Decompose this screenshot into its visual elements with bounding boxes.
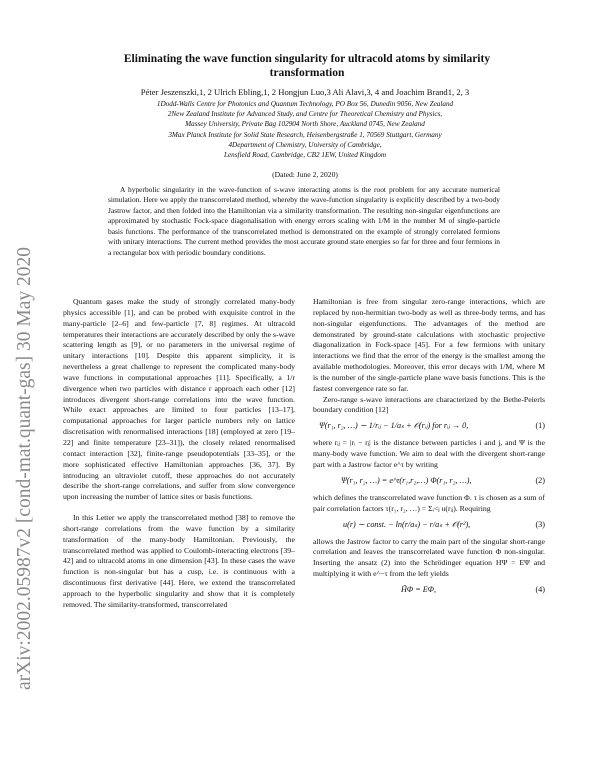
equation-number: (2) bbox=[535, 475, 545, 485]
paragraph: allows the Jastrow factor to carry the main part of the singular short-range correlation and leaves the transcorrelated wave function Φ non-singular. Inserting the ansatz (2) into the Schrödinger equation HΨ = EΨ and multiplying it with e^−τ from the left yields bbox=[313, 536, 545, 579]
equation-number: (3) bbox=[535, 519, 545, 529]
affiliation-line: 3Max Planck Institute for Solid State Research, Heisenbergstraße 1, 70569 Stuttgart, Germany bbox=[168, 130, 442, 139]
arxiv-stamp-svg bbox=[10, 150, 36, 690]
affiliation-line: Massey University, Private Bag 102904 North Shore, Auckland 0745, New Zealand bbox=[185, 120, 425, 129]
paragraph: Zero-range s-wave interactions are characterized by the Bethe-Peierls boundary condition [12] bbox=[313, 394, 545, 415]
abstract: A hyperbolic singularity in the wave-function of s-wave interacting atoms is the root problem for any accurate numerical simulation. Here we apply the transcorrelated method, whereby the wave-function singularity is explicitly described by a two-body Jastrow factor, and then folded into the Hamiltonian via a similarity transformation. The resulting non-singular eigenfunctions are approximated by stochastic Fock-space diagonalisation with energy errors scaling with 1/M in the number M of single-particle basis functions. The performance of the transcorrelated method is demonstrated on the example of strongly correlated fermions with unitary interactions. The current method provides the most accurate ground state energies so far for three and four fermions in a rectangular box with periodic boundary conditions. bbox=[108, 185, 500, 257]
equation-3 bbox=[313, 515, 545, 537]
affiliation-line: 2New Zealand Institute for Advanced Study, and Centre for Theoretical Chemistry and Physics, bbox=[167, 110, 443, 119]
equation-body: Ψ(r₁, r₂, …) ∼ 1/rᵢⱼ − 1/aₛ + 𝒪(rᵢⱼ) for rᵢⱼ → 0, bbox=[319, 421, 469, 431]
equation-body: u(r) ∼ const. − ln(r/aₛ) − r/aₛ + 𝒪(r²), bbox=[343, 519, 471, 529]
equation-4 bbox=[313, 580, 545, 602]
affiliation-line: 1Dodd-Walls Centre for Photonics and Quantum Technology, PO Box 56, Dunedin 9056, New Zealand bbox=[156, 100, 454, 108]
paragraph: Quantum gases make the study of strongly correlated many-body physics accessible [1], and can be probed with exquisite control in the many-particle [2–6] and few-particle [7, 8] regimes. At ultracold temperatures their interactions are accurately described by only the s-wave scattering length as [9], or no parameters in the universal regime of unitary interactions [10]. Despite this apparent simplicity, it is nevertheless a great challenge to represent the complicated many-body wave functions in computational approaches [11]. Specifically, a 1/r divergence when two particles with distance r approach each other [12] introduces divergent short-range correlations into the wave function. While exact approaches are limited to four particles [13–17], computational approaches for larger particle numbers rely on lattice discretisation with renormalised interactions [18] (employed at zero [19–22] and finite temperature [23–31]), the closely related renormalised contact interaction [32], finite-range pseudopotentials [33–35], or the more sophisticated effective Hamiltonian approaches [36, 37]. By introducing an ultraviolet cutoff, these approaches do not accurately describe the short-range correlations, and suffer from slow convergence upon increasing the number of lattice sites or basis functions. bbox=[63, 297, 295, 502]
equation-1 bbox=[313, 416, 545, 438]
affiliation-line: Lensfield Road, Cambridge, CB2 1EW, United Kingdom bbox=[223, 151, 387, 160]
right-column bbox=[313, 297, 545, 602]
arxiv-id: arXiv:2002.05987v2 [cond-mat.quant-gas] 30 May 2020 bbox=[14, 247, 35, 690]
equation-number: (1) bbox=[535, 421, 545, 431]
dated-line: (Dated: June 2, 2020) bbox=[272, 170, 338, 179]
paragraph: which defines the transcorrelated wave function Φ. τ is chosen as a sum of pair correlation factors τ(r₁, r₂, …) = Σᵢ<ⱼ u(rᵢⱼ). Requiring bbox=[313, 492, 545, 513]
author-list: Péter Jeszenszki,1, 2 Ulrich Ebling,1, 2 Hongjun Luo,3 Ali Alavi,3, 4 and Joachim Brand1, 2, 3 bbox=[140, 87, 470, 97]
equation-body: Ψ(r₁, r₂, …) = e^τ(r₁,r₂,…) Φ(r₁, r₂, …), bbox=[341, 475, 472, 485]
equation-2 bbox=[313, 471, 545, 493]
paragraph: where rᵢⱼ = |rᵢ − rⱼ| is the distance between particles i and j, and Ψ is the many-body wave function. We aim to deal with the divergent short-range part with a Jastrow factor e^τ by writing bbox=[313, 438, 545, 469]
paragraph: In this Letter we apply the transcorrelated method [38] to remove the short-range correlations from the wave function by a similarity transformation of the many-body Hamiltonian. Previously, the transcorrelated method was applied to Coulomb-interacting electrons [39–42] and to ultracold atoms in one dimension [43]. In these cases the wave function is non-singular but has a cusp, i.e. is continuous with a discontinuous first derivative [44]. Here, we extend the transcorrelated approach to the hyperbolic singularity and show that it is completely removed. The similarity-transformed, transcorrelated bbox=[63, 513, 295, 609]
paragraph: Hamiltonian is free from singular zero-range interactions, which are replaced by non-hermitian two-body as well as three-body terms, and has non-singular eigenfunctions. The advantages of the method are demonstrated by ground-state calculations with stochastic projective diagonalization in Fock-space [45]. For a few fermions with unitary interactions we find that the error of the energy is the smallest among the available methodologies. Moreover, this error decays with 1/M, where M is the number of the single-particle plane wave basis functions. This is the fastest convergence rate so far. bbox=[313, 297, 545, 393]
affiliation-line: 4Department of Chemistry, University of Cambridge, bbox=[228, 140, 382, 149]
left-column bbox=[63, 297, 295, 611]
arxiv-stamp bbox=[10, 150, 36, 690]
equation-number: (4) bbox=[535, 584, 545, 594]
affiliations bbox=[70, 99, 540, 160]
equation-body: H̃Φ = EΦ, bbox=[401, 584, 437, 594]
paper-title: Eliminating the wave function singularity for ultracold atoms by similarity transformation bbox=[123, 53, 491, 79]
